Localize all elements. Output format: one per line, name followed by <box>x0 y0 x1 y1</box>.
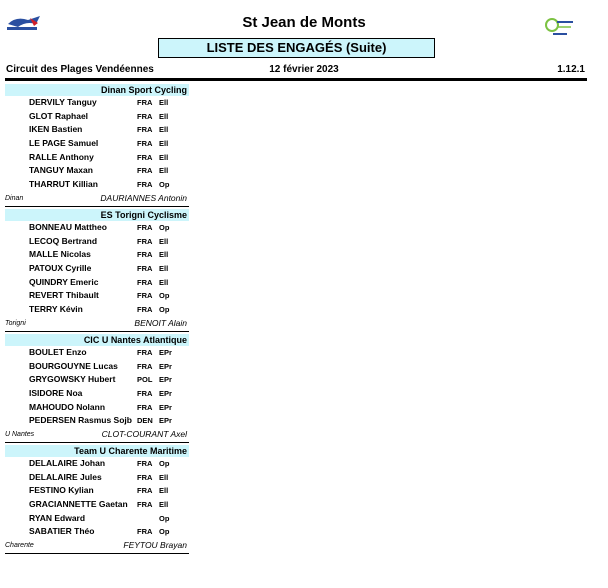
team-name: ES Torigni Cyclisme <box>5 209 189 221</box>
team-block <box>5 209 189 332</box>
rider-nationality: FRA <box>137 486 153 496</box>
rider-row <box>5 457 189 471</box>
rider-name: DERVILY Tanguy <box>29 97 97 107</box>
rider-row <box>5 360 189 374</box>
rider-row <box>5 498 189 512</box>
rider-category: Op <box>159 459 170 468</box>
rider-category: Ell <box>159 277 169 287</box>
team-staff-row <box>5 428 189 441</box>
team-city: U Nantes <box>5 431 35 439</box>
rider-row <box>5 276 189 290</box>
rider-nationality: FRA <box>137 389 153 399</box>
rider-nationality: FRA <box>137 348 153 357</box>
rider-name: BONNEAU Mattheo <box>29 222 107 232</box>
team-city: Charente <box>5 542 34 550</box>
rider-row <box>5 110 189 124</box>
rider-category: Op <box>159 305 170 315</box>
rider-name: RALLE Anthony <box>29 151 94 162</box>
rider-nationality: FRA <box>137 180 153 190</box>
rider-nationality: FRA <box>137 472 153 482</box>
rider-category: Op <box>159 180 170 190</box>
rider-row <box>5 401 189 415</box>
team-manager: BENOIT Alain <box>134 317 187 328</box>
rider-nationality: FRA <box>137 277 153 287</box>
rider-nationality: FRA <box>137 459 153 468</box>
list-subtitle: LISTE DES ENGAGÉS (Suite) <box>158 38 435 58</box>
team-block <box>5 334 189 443</box>
rider-name: PEDERSEN Rasmus Sojb <box>29 415 132 426</box>
rider-name: GRYGOWSKY Hubert <box>29 374 116 385</box>
rider-row <box>5 235 189 249</box>
rider-name: BOULET Enzo <box>29 347 87 357</box>
rider-nationality: FRA <box>137 402 153 412</box>
team-divider <box>5 553 189 554</box>
rider-category: Ell <box>159 111 169 121</box>
rider-name: ISIDORE Noa <box>29 388 83 399</box>
team-divider <box>5 442 189 443</box>
rider-name: BOURGOUYNE Lucas <box>29 360 118 371</box>
team-block <box>5 445 189 554</box>
rider-name: GLOT Raphael <box>29 110 89 121</box>
page-title: St Jean de Monts <box>242 14 366 31</box>
rider-category: Ell <box>159 250 169 260</box>
rider-row <box>5 471 189 485</box>
rider-row <box>5 346 189 360</box>
rider-name: QUINDRY Emeric <box>29 276 99 287</box>
rider-name: SABATIER Théo <box>29 526 95 537</box>
rider-row <box>5 262 189 276</box>
rider-row <box>5 164 189 178</box>
rider-nationality: FRA <box>137 166 153 176</box>
rider-nationality: FRA <box>137 139 153 149</box>
rider-row <box>5 178 189 192</box>
rider-category: Op <box>159 291 170 301</box>
rider-name: LE PAGE Samuel <box>29 138 99 149</box>
team-staff-row <box>5 192 189 205</box>
rider-name: FESTINO Kylian <box>29 485 94 496</box>
rider-row <box>5 512 189 526</box>
rider-category: Ell <box>159 486 169 496</box>
team-staff-row <box>5 539 189 552</box>
rider-row <box>5 123 189 137</box>
team-city: Torigni <box>5 319 26 327</box>
rider-name: PATOUX Cyrille <box>29 263 92 274</box>
team-staff-row <box>5 317 189 330</box>
rider-row <box>5 387 189 401</box>
team-manager: CLOT-COURANT Axel <box>101 429 187 440</box>
rider-row <box>5 525 189 539</box>
rider-category: Ell <box>159 139 169 149</box>
race-date: 12 février 2023 <box>269 64 339 75</box>
rider-category: Op <box>159 223 170 232</box>
team-name: Dinan Sport Cycling <box>5 84 189 96</box>
rider-nationality: FRA <box>137 361 153 371</box>
rider-row <box>5 96 189 110</box>
team-city: Dinan <box>5 194 24 202</box>
rider-category: EPr <box>159 416 172 426</box>
rider-name: MALLE Nicolas <box>29 249 91 260</box>
team-manager: DAURIANNES Antonin <box>100 192 187 203</box>
team-block <box>5 84 189 207</box>
rider-nationality: FRA <box>137 111 153 121</box>
rider-category: Ell <box>159 125 169 135</box>
rider-category: Op <box>159 527 170 537</box>
rider-category: Ell <box>159 500 169 510</box>
rider-row <box>5 484 189 498</box>
team-divider <box>5 206 189 207</box>
rider-row <box>5 137 189 151</box>
team-divider <box>5 331 189 332</box>
rider-name: THARRUT Killian <box>29 179 98 190</box>
rider-category: Ell <box>159 236 169 246</box>
rider-nationality: FRA <box>137 291 153 301</box>
team-name: CIC U Nantes Atlantique <box>5 334 189 346</box>
rider-nationality: POL <box>137 375 153 385</box>
rider-category: EPr <box>159 348 172 357</box>
rider-nationality: DEN <box>137 416 153 426</box>
rider-nationality: FRA <box>137 98 153 107</box>
race-name: Circuit des Plages Vendéennes <box>6 64 154 75</box>
rider-category: EPr <box>159 375 172 385</box>
rider-name: DELALAIRE Johan <box>29 458 106 468</box>
rider-nationality: FRA <box>137 500 153 510</box>
rider-nationality: FRA <box>137 152 153 162</box>
rider-name: RYAN Edward <box>29 512 86 523</box>
rider-row <box>5 289 189 303</box>
rider-category: Ell <box>159 264 169 274</box>
rider-row <box>5 248 189 262</box>
header-divider <box>5 78 587 81</box>
rider-category: Op <box>159 513 170 523</box>
team-name: Team U Charente Maritime <box>5 445 189 457</box>
rider-nationality: FRA <box>137 236 153 246</box>
rider-name: LECOQ Bertrand <box>29 235 98 246</box>
stage-code: 1.12.1 <box>557 64 585 75</box>
rider-name: TERRY Kévin <box>29 304 83 315</box>
rider-category: Ell <box>159 472 169 482</box>
rider-category: Ell <box>159 152 169 162</box>
rider-nationality: FRA <box>137 125 153 135</box>
rider-row <box>5 373 189 387</box>
rider-nationality: FRA <box>137 264 153 274</box>
rider-category: Ell <box>159 166 169 176</box>
rider-name: MAHOUDO Nolann <box>29 401 106 412</box>
rider-category: EPr <box>159 402 172 412</box>
rider-nationality: FRA <box>137 527 153 537</box>
rider-row <box>5 221 189 235</box>
rider-category: Ell <box>159 98 169 107</box>
rider-row <box>5 151 189 165</box>
rider-category: EPr <box>159 389 172 399</box>
rider-name: IKEN Bastien <box>29 124 83 135</box>
rider-row <box>5 414 189 428</box>
rider-category: EPr <box>159 361 172 371</box>
team-manager: FEYTOU Brayan <box>123 540 187 551</box>
rider-name: DELALAIRE Jules <box>29 471 102 482</box>
rider-name: TANGUY Maxan <box>29 165 93 176</box>
rider-row <box>5 303 189 317</box>
rider-nationality: FRA <box>137 223 153 232</box>
rider-name: GRACIANNETTE Gaetan <box>29 499 128 510</box>
rider-nationality: FRA <box>137 305 153 315</box>
rider-nationality: FRA <box>137 250 153 260</box>
rider-name: REVERT Thibault <box>29 290 99 301</box>
